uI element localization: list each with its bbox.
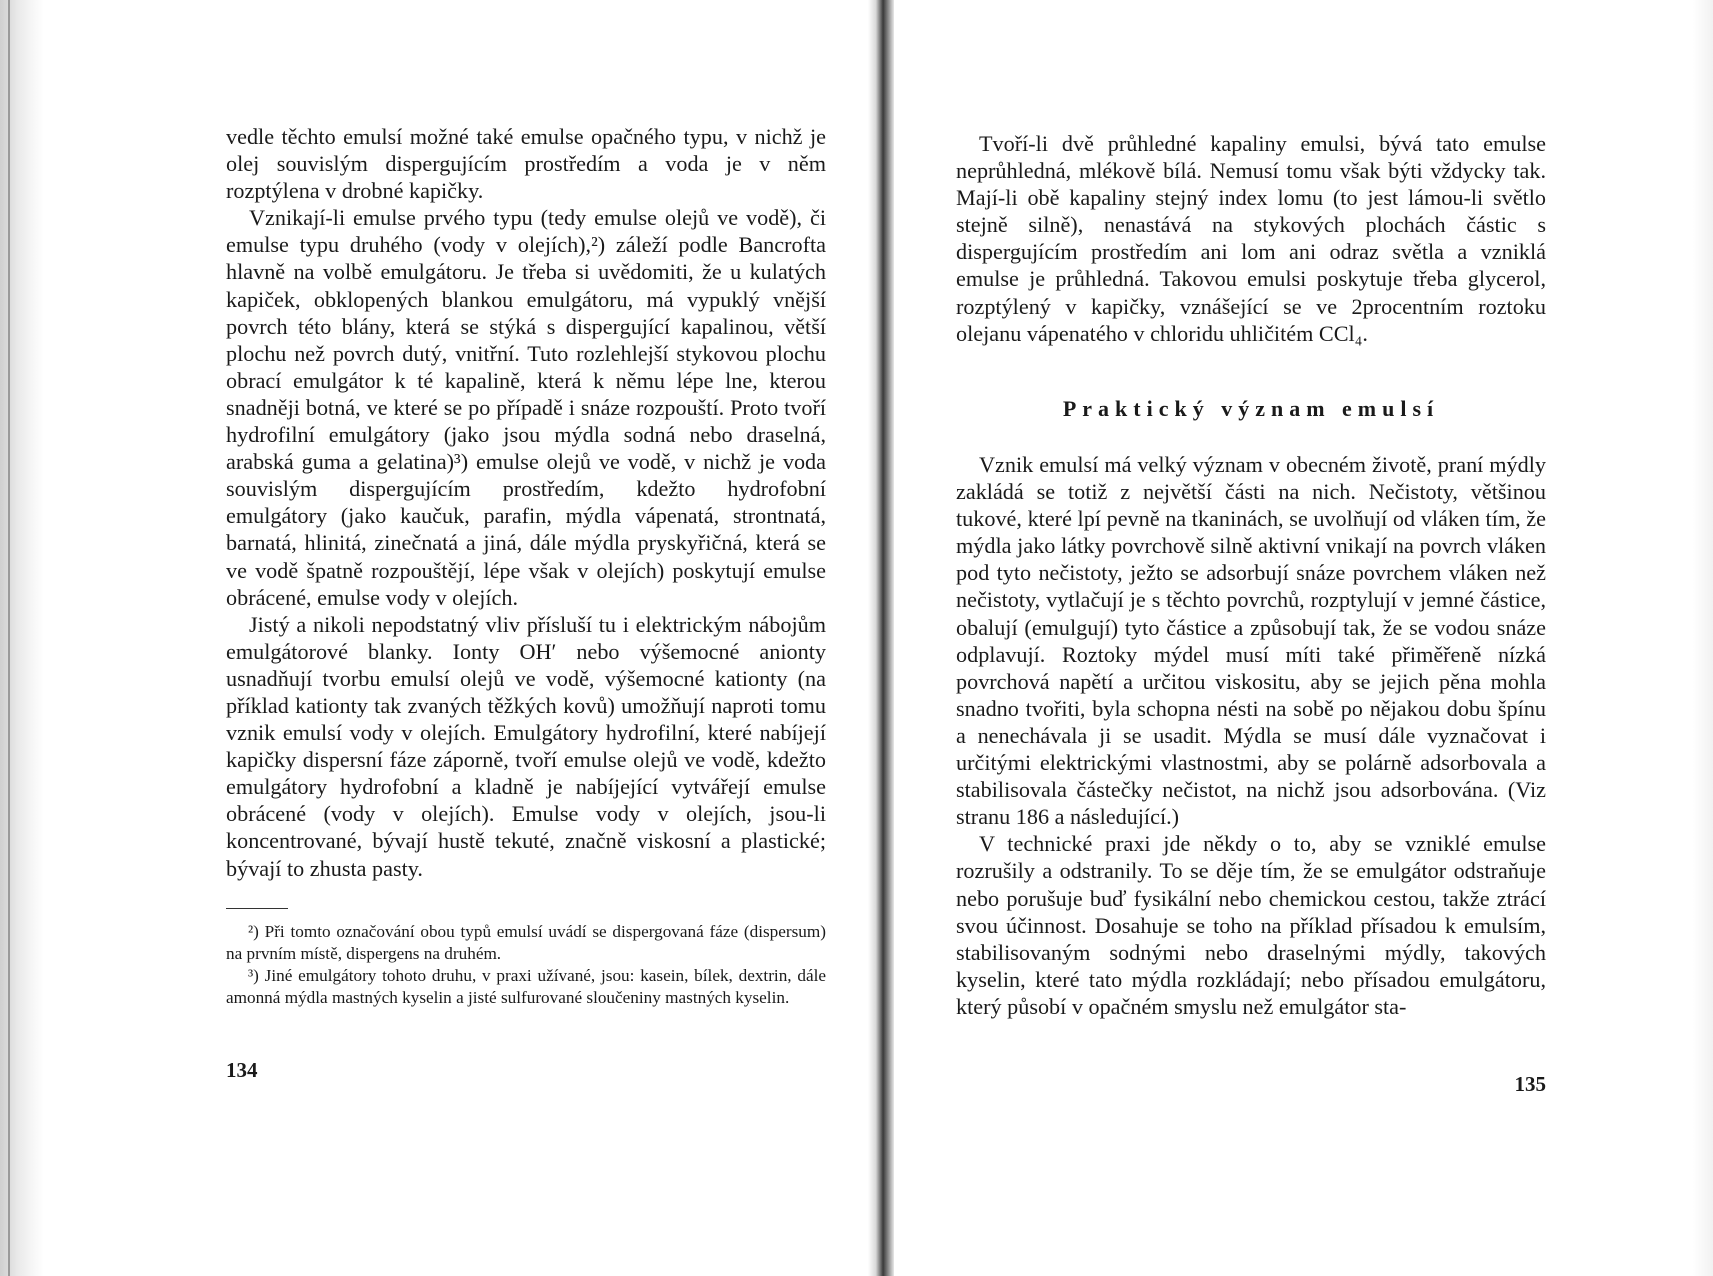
page-edge	[1693, 0, 1713, 1276]
book-edge-shadow	[0, 0, 44, 1276]
footnote-rule	[226, 908, 288, 909]
page-number-right: 135	[1514, 1072, 1546, 1096]
right-page	[956, 0, 1546, 1276]
left-page-body	[226, 123, 826, 882]
page-number-left: 134	[226, 1058, 258, 1082]
left-page	[226, 0, 826, 1276]
right-paragraph-1: Tvoří-li dvě průhledné kapaliny emulsi, bývá tato emulse neprůhledná, mlékově bílá. Nemusí tomu však býti vždycky tak. Mají-li obě kapaliny stejný index lomu (to jest lámou-li světlo stejně silně), nenastává na stykových plochách částic s dispergujícím prostředím ani lom ani odraz světla a vzniklá emulse je průhledná. Takovou emulsi poskytuje třeba glycerol, rozptýlený v kapičky, vznášející se ve 2procentním roztoku olejanu vápenatého v chloridu uhličitém CCl₄.	[956, 131, 1546, 346]
right-page-body-bottom	[956, 451, 1546, 1020]
right-paragraph-3: V technické praxi jde někdy o to, aby se vzniklé emulse rozrušily a odstranily. To se děje tím, že se emulgátor odstraňuje nebo porušuje buď fysikální nebo chemickou cestou, takže ztrácí svou účinnost. Dosahuje se toho na příklad přísadou k emulsím, stabilisovaným sodnými nebo draselnými mýdly, takových kyselin, které tato mýdla rozkládají; nebo přísadou emulgátoru, který působí v opačném smyslu než emulgátor sta-	[956, 831, 1546, 1019]
footnotes	[226, 921, 826, 1009]
right-page-body-top	[956, 130, 1546, 347]
right-paragraph-2: Vznik emulsí má velký význam v obecném životě, praní mýdly zakládá se totiž z největší části na nich. Nečistoty, většinou tukové, které lpí pevně na tkaninách, se uvolňují od vláken tím, že mýdla jako látky povrchově silně aktivní vnikají na povrch vláken pod tyto nečistoty, ježto se adsorbují snáze povrchem vláken než nečistoty, vytlačují je s těchto povrchů, rozptylují v jemné částice, obalují (emulgují) tyto částice a způsobují tak, že se vodou snáze odplavují. Roztoky mýdel musí míti také přiměřeně nízká povrchová napětí a určitou viskositu, aby se jejich pěna mohla snadno tvořiti, byla schopna nésti na sobě po nějakou dobu špínu a nenechávala ji se usadit. Mýdla se musí dále vyznačovat i určitými elektrickými vlastnostmi, aby se polárně adsorbovala a stabilisovala částečky nečistot, na nichž jsou adsorbována. (Viz stranu 186 a následující.)	[956, 452, 1546, 830]
left-paragraph-2: Vznikají-li emulse prvého typu (tedy emulse olejů ve vodě), či emulse typu druhého (vody v olejích),²) záleží podle Bancrofta hlavně na volbě emulgátoru. Je třeba si uvědomiti, že u kulatých kapiček, obklopených blankou emulgátoru, má vypuklý vnější povrch této blány, která se stýká s dispergující kapalinou, větší plochu než povrch dutý, vnitřní. Tuto rozlehlejší stykovou plochu obrací emulgátor k té kapalině, která k němu lépe lne, kterou snadněji botná, ve které se po případě i snáze rozpouští. Proto tvoří hydrofilní emulgátory (jako jsou mýdla sodná nebo draselná, arabská guma a gelatina)³) emulse olejů ve vodě, v nichž je voda souvislým dispergujícím prostředím, kdežto hydrofobní emulgátory (jako kaučuk, parafin, mýdla vápenatá, strontnatá, barnatá, hlinitá, zinečnatá a jiná, dále mýdla pryskyřičná, která se ve vodě špatně rozpouštějí, lépe však v olejích) poskytují emulse obrácené, emulse vody v olejích.	[226, 205, 826, 610]
section-heading: Praktický význam emulsí	[1062, 396, 1440, 421]
footnote-2: ²) Při tomto označování obou typů emulsí uvádí se dispergovaná fáze (dispersum) na prvním místě, dispergens na druhém.	[226, 922, 826, 963]
left-paragraph-1: vedle těchto emulsí možné také emulse opačného typu, v nichž je olej souvislým dispergujícím prostředím a voda je v něm rozptýlena v drobné kapičky.	[226, 124, 826, 204]
left-paragraph-3: Jistý a nikoli nepodstatný vliv přísluší tu i elektrickým nábojům emulgátorové blanky. Ionty OH′ nebo výšemocné anionty usnadňují tvorbu emulsí olejů ve vodě, výšemocné kationty (na příklad kationty tak zvaných těžkých kovů) umožňují naproti tomu vznik emulsí vody v olejích. Emulgátory hydrofilní, které nabíjejí kapičky dispersní fáze záporně, tvoří emulse olejů ve vodě, kdežto emulgátory hydrofobní a kladně je nabíjející vytvářejí emulse obrácené (vody v olejích). Emulse vody v olejích, jsou-li koncentrované, bývají hustě tekuté, značně viskosní a plastické; bývají to zhusta pasty.	[226, 611, 826, 881]
footnote-3: ³) Jiné emulgátory tohoto druhu, v praxi užívané, jsou: kasein, bílek, dextrin, dále amonná mýdla mastných kyselin a jisté sulfurované sloučeniny mastných kyselin.	[226, 966, 826, 1007]
book-gutter	[868, 0, 894, 1276]
